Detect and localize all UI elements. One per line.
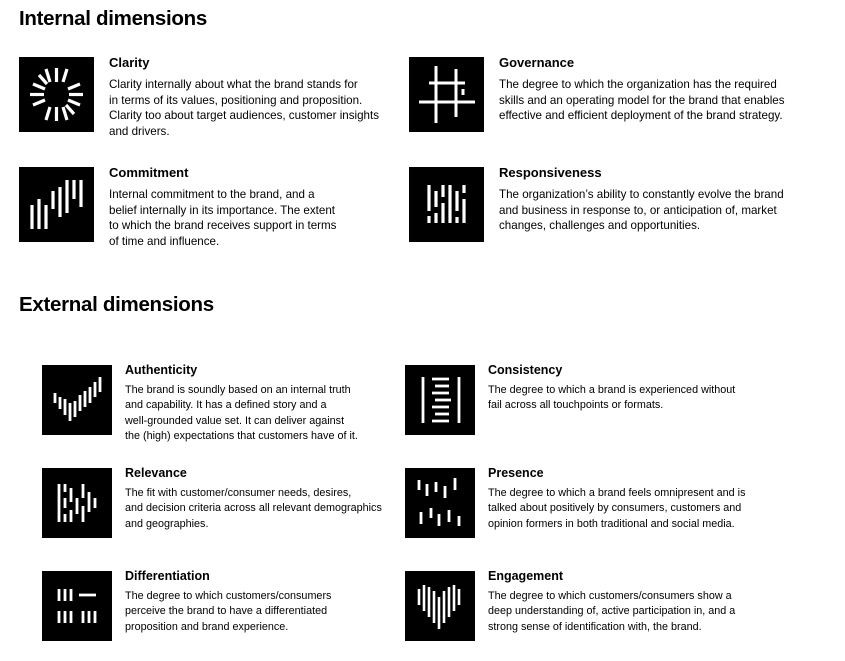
checkmark-bars-icon — [42, 365, 112, 435]
broken-bars-icon — [409, 167, 484, 242]
bracket-lines-icon — [405, 365, 475, 435]
dimension-description: Clarity internally about what the brand stands for in terms of its values, positioning and proposition. Clarity too about target audiences, customer insights and drivers. — [109, 78, 380, 138]
dimension-description: The degree to which the organization has the required skills and an operating model for the brand that enables effective and efficient deployment of the brand strategy. — [499, 78, 785, 122]
dimension-title: Engagement — [488, 569, 564, 583]
dimension-description: The degree to which customers/consumers perceive the brand to have a differentiated proposition and brand experience. — [125, 590, 332, 633]
steps-bars-icon — [19, 167, 94, 242]
dimension-title: Clarity — [109, 55, 150, 70]
grid-icon — [409, 57, 484, 132]
dash-bars-icon — [42, 571, 112, 641]
dimension-title: Responsiveness — [499, 165, 602, 180]
dimension-title: Presence — [488, 466, 544, 480]
dimension-title: Consistency — [488, 363, 563, 377]
external-dimensions-heading: External dimensions — [19, 293, 214, 316]
dimension-title: Differentiation — [125, 569, 210, 583]
heart-bars-icon — [405, 571, 475, 641]
dimension-title: Governance — [499, 55, 575, 70]
dimension-title: Authenticity — [125, 363, 198, 377]
dimension-description: The organization’s ability to constantly evolve the brand and business in response to, or anticipation of, market changes, challenges and opportunities. — [499, 188, 784, 232]
dimension-description: The brand is soundly based on an internal truth and capability. It has a defined story and a well-grounded value set. It can deliver against the (high) expectations that customers have of it. — [125, 384, 358, 442]
dimension-description: The fit with customer/consumer needs, desires, and decision criteria across all relevant demographics and geographies. — [125, 487, 382, 530]
dimension-description: Internal commitment to the brand, and a belief internally in its importance. The extent to which the brand receives support in terms of time and influence. — [109, 188, 337, 248]
internal-dimensions-heading: Internal dimensions — [19, 7, 207, 30]
dispersed-bars-icon — [405, 468, 475, 538]
sunburst-icon — [19, 57, 94, 132]
dimension-description: The degree to which customers/consumers show a deep understanding of, active participation in, and a strong sense of identification with, the brand. — [488, 590, 736, 633]
scattered-bars-icon — [42, 468, 112, 538]
dimension-description: The degree to which a brand is experienced without fail across all touchpoints or formats. — [488, 384, 736, 412]
dimension-description: The degree to which a brand feels omnipresent and is talked about positively by consumers, customers and opinion formers in both traditional and social media. — [488, 487, 746, 530]
dimension-title: Relevance — [125, 466, 187, 480]
dimension-title: Commitment — [109, 165, 189, 180]
